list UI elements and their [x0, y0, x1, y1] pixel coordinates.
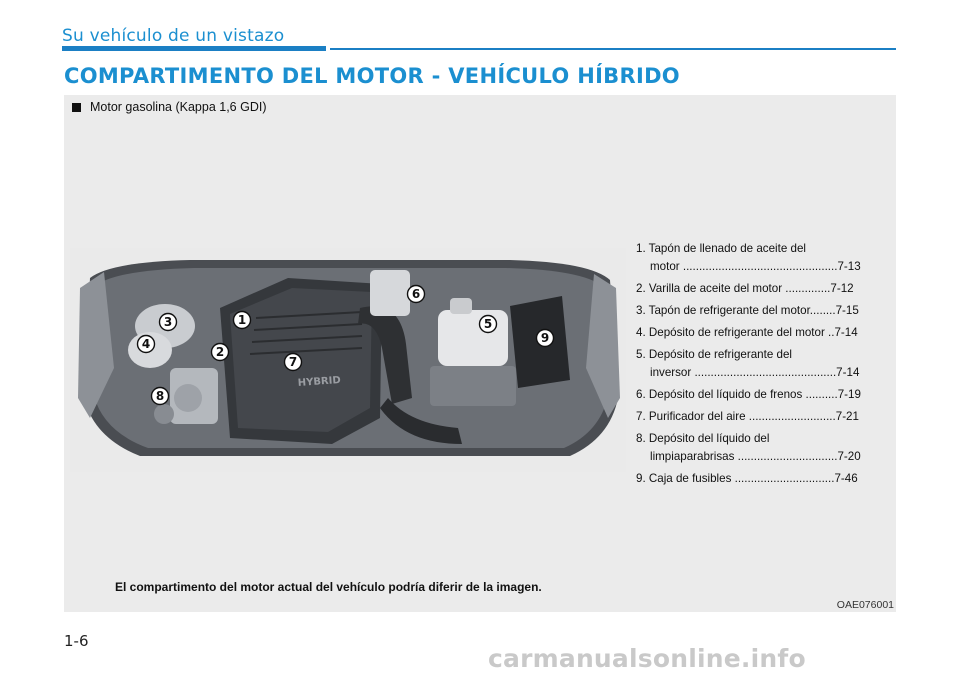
- component-legend: [636, 240, 896, 492]
- callout-1: [234, 312, 251, 329]
- legend-item: 8. Depósito del líquido del limpiaparabrisas ...............................7-20: [636, 432, 861, 463]
- engine-illustration: [70, 248, 626, 472]
- legend-item: 5. Depósito de refrigerante del inversor ............................................7-14: [636, 348, 860, 379]
- svg-text:8: 8: [155, 389, 165, 403]
- svg-text:1: 1: [237, 313, 247, 327]
- legend-item: 2. Varilla de aceite del motor ..............7-12: [636, 282, 854, 295]
- page-number: 1-6: [64, 632, 89, 650]
- image-disclaimer: El compartimento del motor actual del vehículo podría diferir de la imagen.: [115, 580, 542, 594]
- legend-item: 6. Depósito del líquido de frenos ..........7-19: [636, 388, 861, 401]
- figure-subheader-text: Motor gasolina (Kappa 1,6 GDI): [90, 100, 267, 114]
- watermark: carmanualsonline.info: [488, 644, 806, 673]
- svg-text:4: 4: [141, 337, 151, 351]
- svg-text:7: 7: [288, 355, 298, 369]
- figure-subheader: [72, 100, 266, 114]
- callout-3: [160, 314, 177, 331]
- legend-item: 1. Tapón de llenado de aceite del motor ................................................7-13: [636, 242, 861, 273]
- callout-7: [285, 354, 302, 371]
- callout-6: [408, 286, 425, 303]
- section-title: Su vehículo de un vistazo: [62, 26, 285, 46]
- header-rule-thick: [62, 46, 326, 51]
- callout-2: [212, 344, 229, 361]
- svg-text:9: 9: [540, 331, 550, 345]
- svg-text:6: 6: [411, 287, 421, 301]
- callout-9: [537, 330, 554, 347]
- callout-4: [138, 336, 155, 353]
- legend-item: 7. Purificador del aire ...........................7-21: [636, 410, 859, 423]
- callout-5: [480, 316, 497, 333]
- svg-text:5: 5: [483, 317, 493, 331]
- legend-item: 4. Depósito de refrigerante del motor ..7-14: [636, 326, 858, 339]
- figure-code: OAE076001: [836, 599, 894, 611]
- legend-item: 9. Caja de fusibles ...............................7-46: [636, 472, 858, 485]
- hybrid-badge: HYBRID: [297, 375, 342, 389]
- svg-text:3: 3: [163, 315, 173, 329]
- callout-8: [152, 388, 169, 405]
- header-rule-thin: [330, 48, 896, 50]
- page-title: COMPARTIMENTO DEL MOTOR - VEHÍCULO HÍBRIDO: [64, 64, 680, 88]
- svg-text:2: 2: [215, 345, 225, 359]
- square-bullet-icon: [72, 103, 81, 112]
- legend-item: 3. Tapón de refrigerante del motor........7-15: [636, 304, 859, 317]
